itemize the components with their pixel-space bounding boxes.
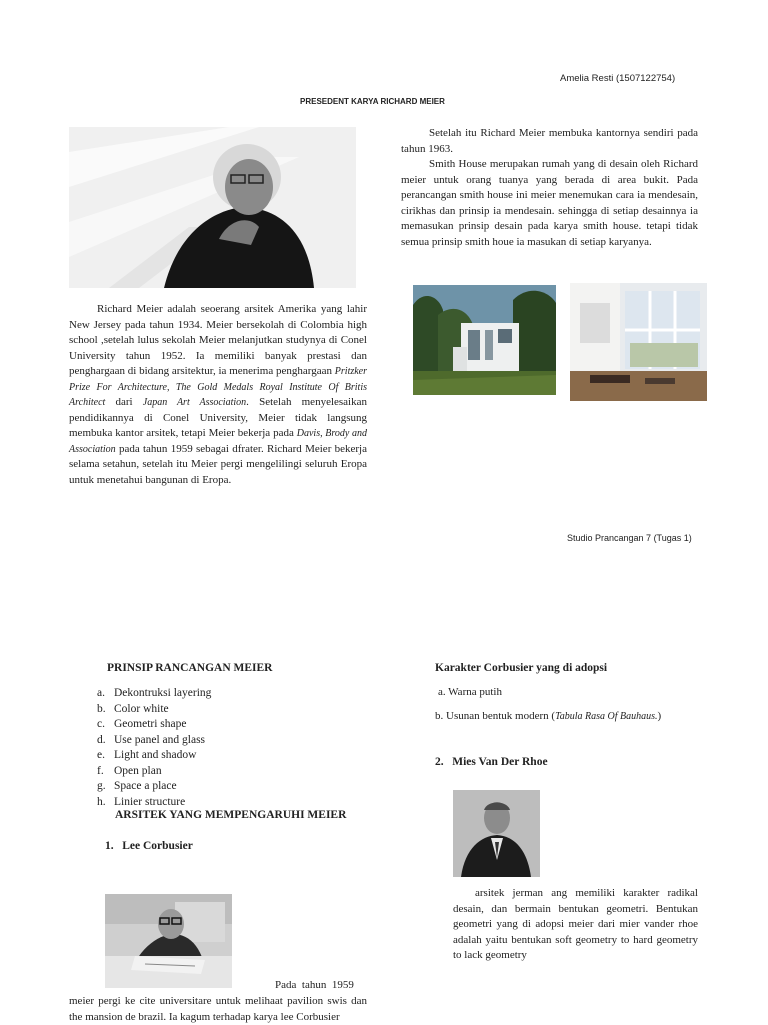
- le-corbusier-photo: [105, 894, 232, 988]
- list-item: h. Linier structure: [97, 795, 186, 808]
- smith-house-interior-photo: [570, 283, 707, 401]
- list-item: a. Dekontruksi layering: [97, 687, 212, 699]
- bio-text-2: . Setelah menyelesaikan pendidikannya di Conel University, Meier tidak langsung membuka kantor arsitek, tetapi Meier bekerja pada: [69, 396, 367, 439]
- smith-house-paragraph: Smith House merupakan rumah yang di desain oleh Richard meier untuk orang tuanya yang berada di area bukit. Pada perancangan smith house ini meier menemukan cara ia mendesain, cirikhas dan prinsip ia mendesain. sehingga di setiap desainnya ia memasukan prinsip desain pada karya smith house. tetapi tidak semua prinsip smith houe ia masukan di setiap karyanya.: [401, 158, 698, 248]
- page-footer: Studio Prancangan 7 (Tugas 1): [567, 533, 692, 543]
- smith-house-exterior-photo: [413, 285, 556, 395]
- bio-text-1: Richard Meier adalah seoerang arsitek Amerika yang lahir New Jersey pada tahun 1934. Meier bersekolah di Colombia high school ,setelah lulus sekolah Meier melanjutkan studynya di Conel University tahun 1952. Ia memiliki banyak prestasi dan penghargaan di bidang arsitektur, ia menerima penghargaan: [69, 303, 367, 377]
- karakter-item-b: b. Usunan bentuk modern (Tabula Rasa Of Bauhaus.): [435, 710, 662, 722]
- awards-text: Pritzker Prize For Architecture, The Gold Medals Royal Institute Of Britis Architect: [69, 366, 368, 408]
- mies-paragraph: arsitek jerman ang memiliki karakter radikal desain, dan bermain bentukan geometri. Bentukan geometri yang di adopsi meier dari mier vander rhoe adalah yaitu bentukan soft geometry to hard geometry to lack geometry: [453, 887, 698, 961]
- mies-van-der-rohe-photo: [453, 790, 540, 877]
- list-item: e. Light and shadow: [97, 749, 197, 761]
- principles-list: [97, 686, 337, 810]
- japan-text: Japan Art Association: [142, 397, 247, 408]
- influences-heading: ARSITEK YANG MEMPENGARUHI MEIER: [115, 809, 347, 821]
- bio-dari: dari: [105, 396, 143, 408]
- list-item: d. Use panel and glass: [97, 733, 206, 746]
- right-column-text: [401, 126, 698, 250]
- corbusier-lead-text: Pada tahun 1959: [275, 979, 354, 991]
- page-title: PRESEDENT KARYA RICHARD MEIER: [300, 97, 445, 106]
- richard-meier-portrait: [69, 127, 356, 288]
- office-paragraph: Setelah itu Richard Meier membuka kantornya sendiri pada tahun 1963.: [401, 127, 698, 155]
- mies-heading: 2. Mies Van Der Rhoe: [435, 756, 548, 768]
- karakter-heading: Karakter Corbusier yang di adopsi: [435, 662, 608, 674]
- principles-heading: PRINSIP RANCANGAN MEIER: [107, 662, 273, 674]
- list-item: c. Geometri shape: [97, 718, 187, 730]
- corbusier-paragraph: meier pergi ke cite universitare untuk melihaat pavilion swis dan the mansion de brazil. Ia kagum terhadap karya lee Corbusier: [69, 995, 367, 1023]
- bio-text-3: pada tahun 1959 sebagai dfrater. Richard Meier bekerja selama setahun, setelah itu Meier pergi mengelilingi seluruh Eropa untuk menetahui bangunan di Eropa.: [69, 442, 367, 486]
- corbusier-heading: 1. Lee Corbusier: [105, 840, 193, 852]
- bio-paragraph: [69, 302, 367, 488]
- author-line: Amelia Resti (1507122754): [560, 73, 676, 84]
- karakter-item-a: a. Warna putih: [438, 686, 502, 698]
- list-item: g. Space a place: [97, 780, 177, 792]
- firm-text: Davis, Brody and Association: [69, 428, 367, 455]
- list-item: f. Open plan: [97, 764, 162, 777]
- list-item: b. Color white: [97, 702, 169, 715]
